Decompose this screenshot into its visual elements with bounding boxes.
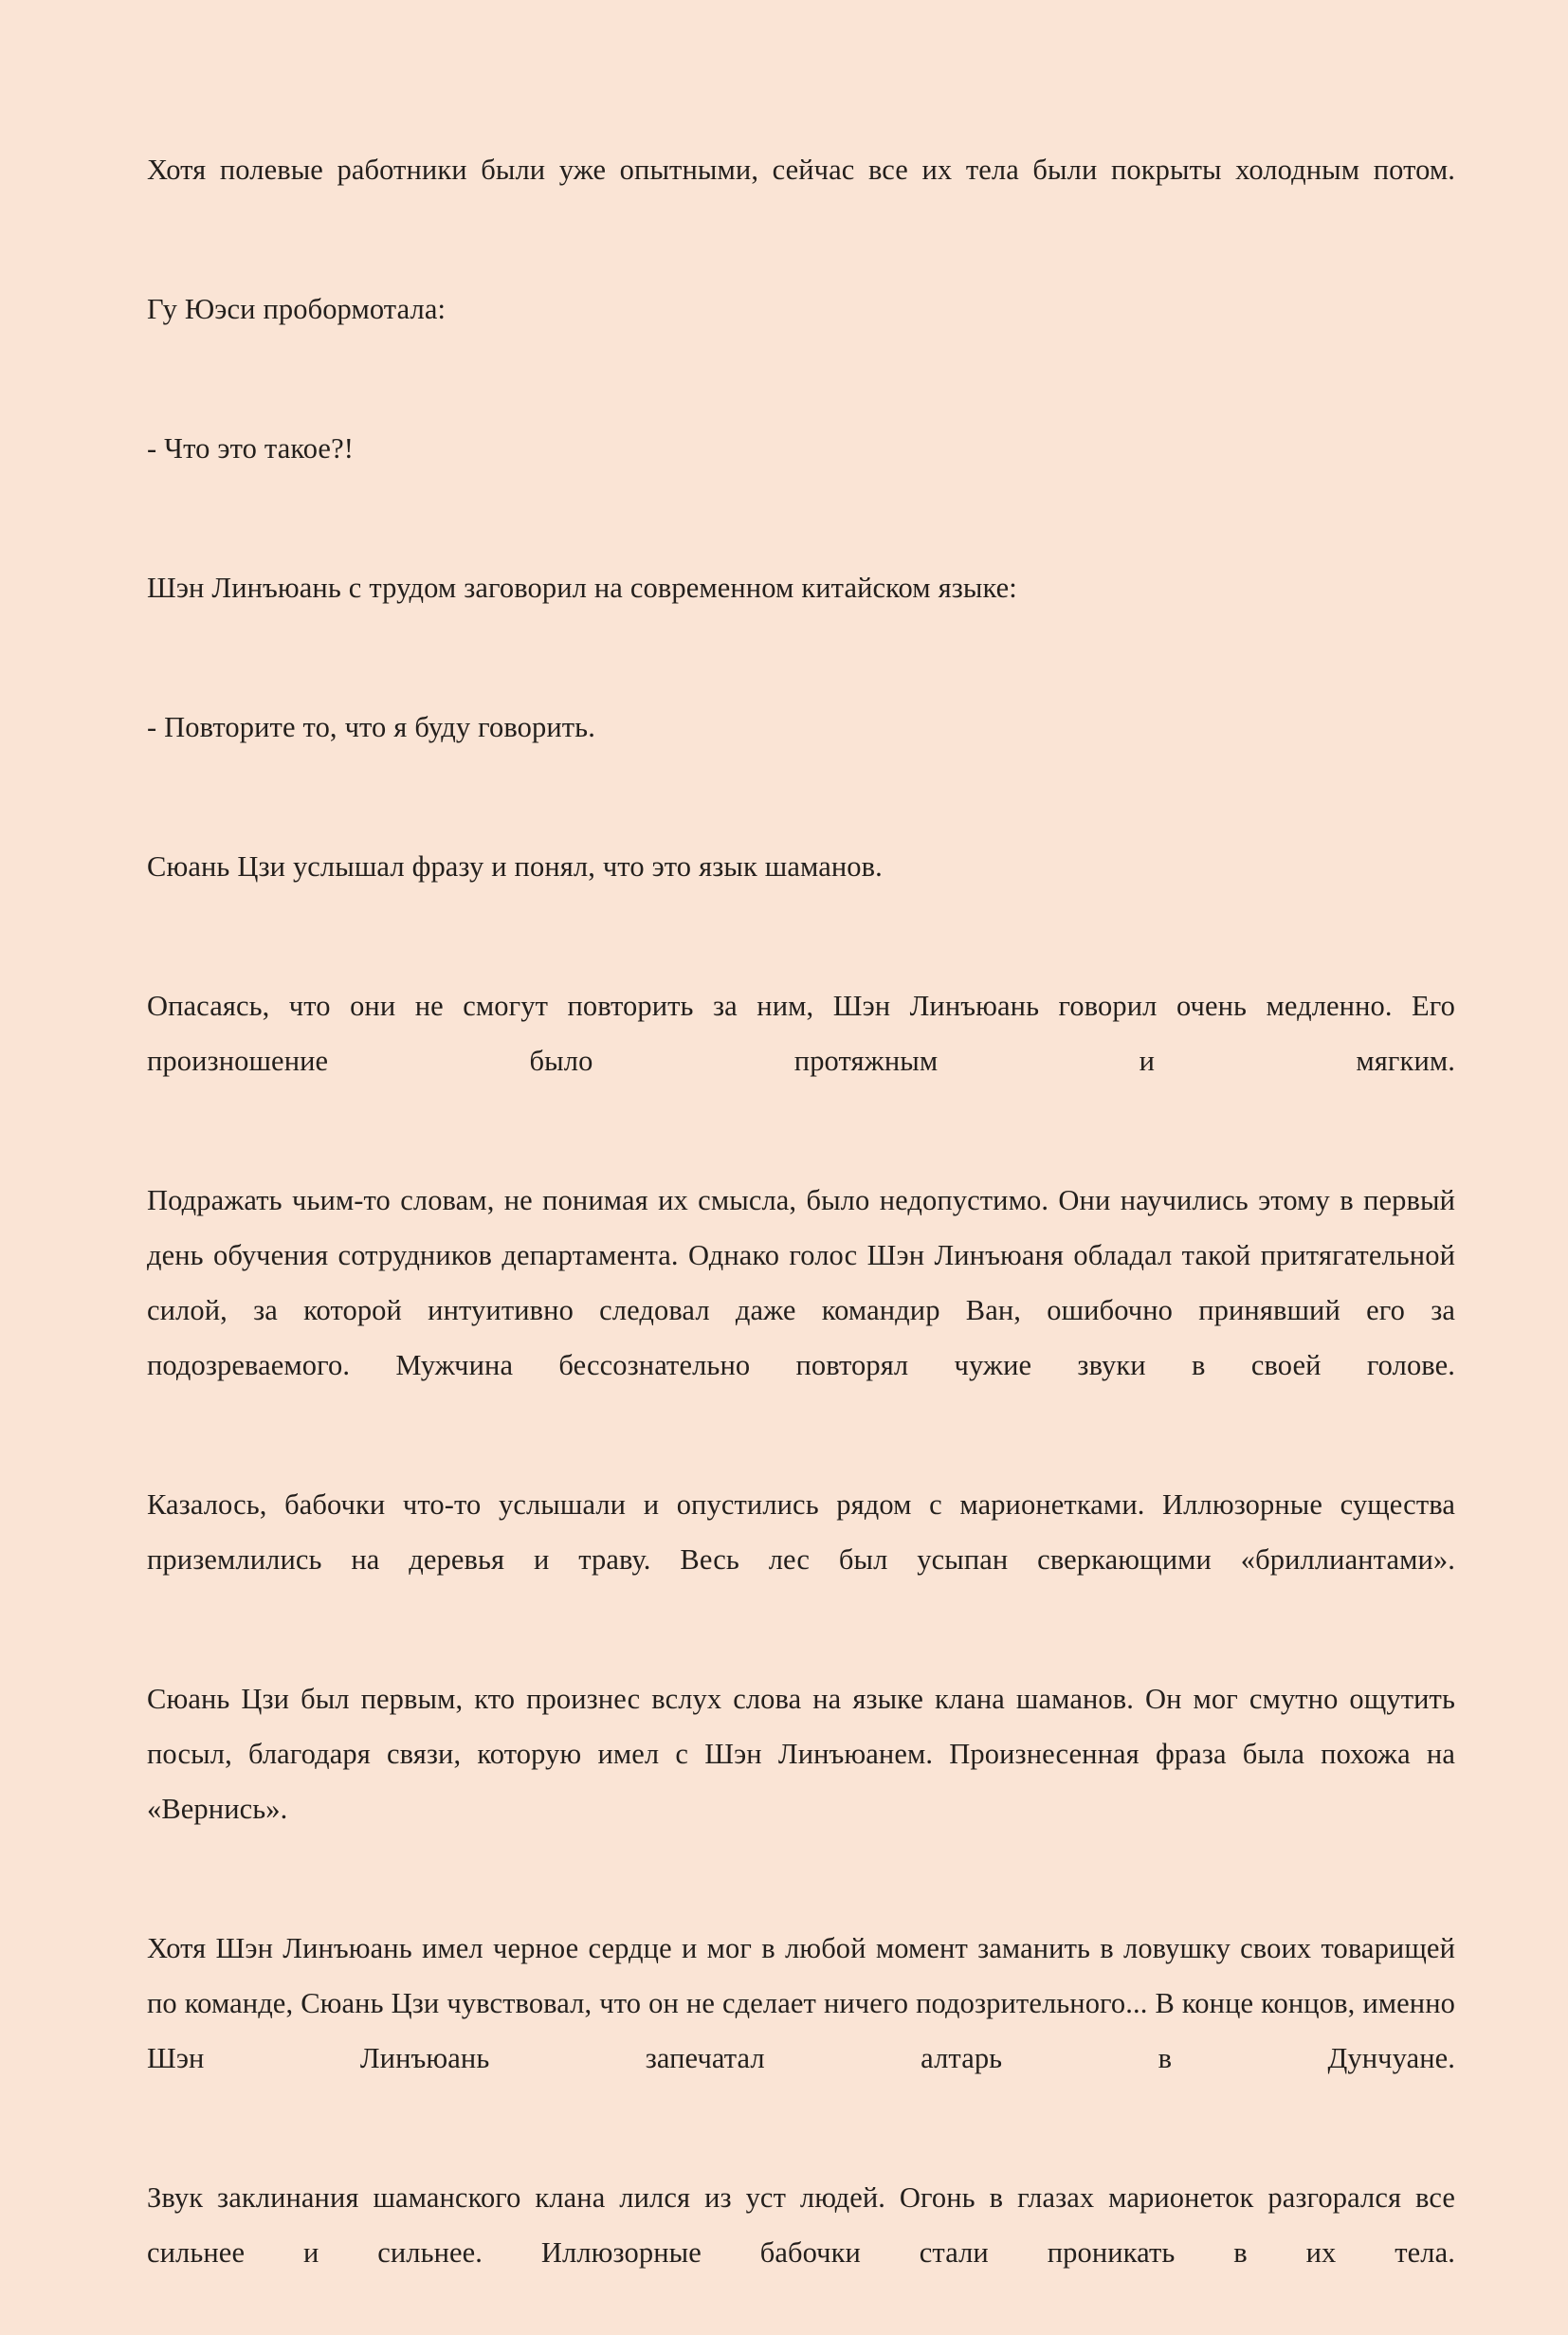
paragraph: - Что это такое?! (147, 432, 354, 465)
document-body (147, 142, 1455, 2335)
paragraph: Казалось, бабочки что-то услышали и опустились рядом с марионетками. Иллюзорные существа приземлились на деревья и траву. Весь лес был усыпан сверкающими «бриллиантами». (147, 1488, 1455, 1576)
paragraph: Звук заклинания шаманского клана лился из уст людей. Огонь в глазах марионеток разгорался все сильнее и сильнее. Иллюзорные бабочки стали проникать в их тела. (147, 2181, 1455, 2269)
paragraph: Хотя Шэн Линъюань имел черное сердце и мог в любой момент заманить в ловушку своих товарищей по команде, Сюань Цзи чувствовал, что он не сделает ничего подозрительного... В конце концов, именно Шэн Линъюань запечатал алтарь в Дунчуане. (147, 1932, 1455, 2074)
paragraph: Шэн Линъюань с трудом заговорил на современном китайском языке: (147, 572, 1017, 604)
paragraph: Сюань Цзи услышал фразу и понял, что это язык шаманов. (147, 850, 883, 883)
paragraph: Сюань Цзи был первым, кто произнес вслух слова на языке клана шаманов. Он мог смутно ощутить посыл, благодаря связи, которую имел с Шэн Линъюанем. Произнесенная фраза была похожа на «Вернись». (147, 1683, 1455, 1825)
paragraph: Гу Юэси пробормотала: (147, 293, 447, 325)
paragraph: Опасаясь, что они не смогут повторить за ним, Шэн Линъюань говорил очень медленно. Его произношение было протяжным и мягким. (147, 990, 1455, 1077)
paragraph: - Повторите то, что я буду говорить. (147, 711, 595, 743)
paragraph: Подражать чьим-то словам, не понимая их смысла, было недопустимо. Они научились этому в первый день обучения сотрудников департамента. Однако голос Шэн Линъюаня обладал такой притягательной силой, за которой интуитивно следовал даже командир Ван, ошибочно принявший его за подозреваемого. Мужчина бессознательно повторял чужие звуки в своей голове. (147, 1184, 1455, 1381)
paragraph: Хотя полевые работники были уже опытными, сейчас все их тела были покрыты холодным потом. (147, 154, 1455, 186)
